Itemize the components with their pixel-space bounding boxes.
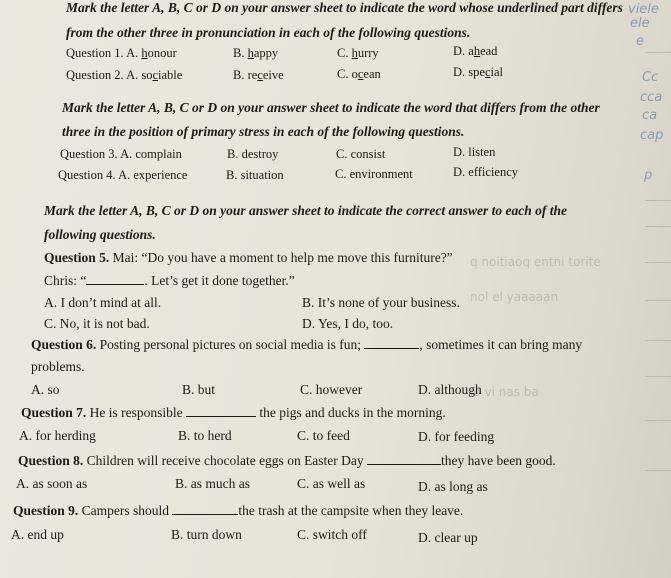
margin-note: ca — [642, 108, 658, 123]
question-5-reply: Chris: “ . Let’s get it done together.” — [44, 273, 295, 288]
question-3: Question 3. A. complain — [60, 147, 182, 161]
margin-note: ele — [630, 16, 650, 31]
margin-rule — [645, 300, 671, 301]
question-1-option-d: D. ahead — [453, 44, 498, 58]
question-2-option-d: D. special — [453, 65, 504, 79]
question-9-option-c: C. switch off — [297, 527, 367, 542]
question-3-option-c: C. consist — [336, 147, 386, 161]
answer-blank — [186, 405, 256, 417]
question-7-option-b: B. to herd — [178, 428, 232, 443]
question-1-option-c: C. hurry — [337, 46, 379, 60]
question-8-option-a: A. as soon as — [16, 476, 88, 491]
question-7-option-c: C. to feed — [297, 428, 350, 443]
question-7-option-d: D. for feeding — [418, 429, 495, 444]
margin-rule — [645, 376, 671, 377]
margin-rule — [645, 340, 671, 341]
question-6-stem: Question 6. Posting personal pictures on social media is fun; , sometimes it can bring many — [31, 337, 583, 352]
instruction-answers-line2: following questions. — [44, 227, 156, 242]
question-5-option-d: D. Yes, I do, too. — [302, 316, 394, 331]
question-9-option-a: A. end up — [11, 527, 64, 542]
question-6-stem-line2: problems. — [31, 359, 85, 374]
bleed-through-text: lo vi nas ba — [470, 385, 539, 399]
margin-rule — [645, 226, 671, 227]
margin-note: cca — [640, 90, 663, 105]
question-6-option-b: B. but — [182, 382, 216, 397]
margin-rule — [645, 52, 671, 53]
question-8-stem: Question 8. Children will receive chocolate eggs on Easter Day they have been good. — [18, 453, 556, 468]
margin-rule — [645, 470, 671, 471]
question-5-option-c: C. No, it is not bad. — [44, 316, 150, 331]
question-6-option-d: D. although — [418, 382, 482, 397]
question-4-option-c: C. environment — [335, 167, 413, 181]
question-5-stem: Question 5. Mai: “Do you have a moment to help me move this furniture?” — [44, 250, 453, 265]
question-1-a-underlined: h — [141, 46, 148, 60]
question-5-option-a: A. I don’t mind at all. — [44, 295, 162, 310]
question-2-option-b: B. receive — [233, 68, 284, 82]
answer-blank — [172, 503, 238, 515]
margin-note: e — [636, 34, 644, 49]
question-1-label: Question 1. A. — [66, 46, 142, 60]
question-2-option-c: C. ocean — [337, 67, 381, 81]
question-3-option-d: D. listen — [453, 145, 496, 159]
answer-blank — [367, 453, 441, 465]
margin-rule — [645, 420, 671, 421]
question-5-option-b: B. It’s none of your business. — [302, 295, 460, 310]
question-6-option-c: C. however — [300, 382, 363, 397]
margin-rule — [645, 262, 671, 263]
margin-rule — [645, 200, 671, 201]
question-4-option-b: B. situation — [226, 168, 284, 182]
bleed-through-text: nol el yaaaaan — [470, 290, 559, 304]
answer-blank — [364, 337, 419, 349]
instruction-answers-line1: Mark the letter A, B, C or D on your answer sheet to indicate the correct answer to each of the — [44, 203, 568, 218]
question-8-option-c: C. as well as — [297, 476, 366, 491]
question-9-stem: Question 9. Campers should the trash at the campsite when they leave. — [13, 503, 464, 518]
question-8-option-d: D. as long as — [418, 479, 488, 494]
question-8-option-b: B. as much as — [175, 476, 250, 491]
question-2: Question 2. A. sociable — [66, 68, 183, 82]
question-9-option-d: D. clear up — [418, 530, 478, 545]
margin-note: p — [644, 168, 653, 183]
question-3-option-b: B. destroy — [227, 147, 279, 161]
instruction-pronunciation-line1: Mark the letter A, B, C or D on your answer sheet to indicate the word whose underlined part differs — [66, 0, 623, 15]
instruction-pronunciation-line2: from the other three in pronunciation in each of the following questions. — [66, 25, 471, 40]
question-7-option-a: A. for herding — [19, 428, 96, 443]
question-1: Question 1. A. honour — [66, 46, 177, 60]
question-6-option-a: A. so — [31, 382, 60, 397]
instruction-stress-line2: three in the position of primary stress in each of the following questions. — [62, 124, 465, 139]
question-2-label: Question 2. A. so — [66, 68, 153, 82]
question-7-stem: Question 7. He is responsible the pigs and ducks in the morning. — [21, 405, 446, 420]
bleed-through-text: q noitiaoq entni torite — [470, 255, 601, 269]
margin-note: viele — [628, 2, 659, 17]
question-1-option-b: B. happy — [233, 46, 279, 60]
margin-note: cap — [640, 128, 664, 143]
question-4-option-d: D. efficiency — [453, 165, 519, 179]
instruction-stress-line1: Mark the letter A, B, C or D on your answer sheet to indicate the word that differs from the other — [62, 100, 600, 115]
question-4: Question 4. A. experience — [58, 168, 188, 182]
question-9-option-b: B. turn down — [171, 527, 242, 542]
margin-note: Cc — [642, 70, 659, 85]
answer-blank — [86, 273, 144, 285]
